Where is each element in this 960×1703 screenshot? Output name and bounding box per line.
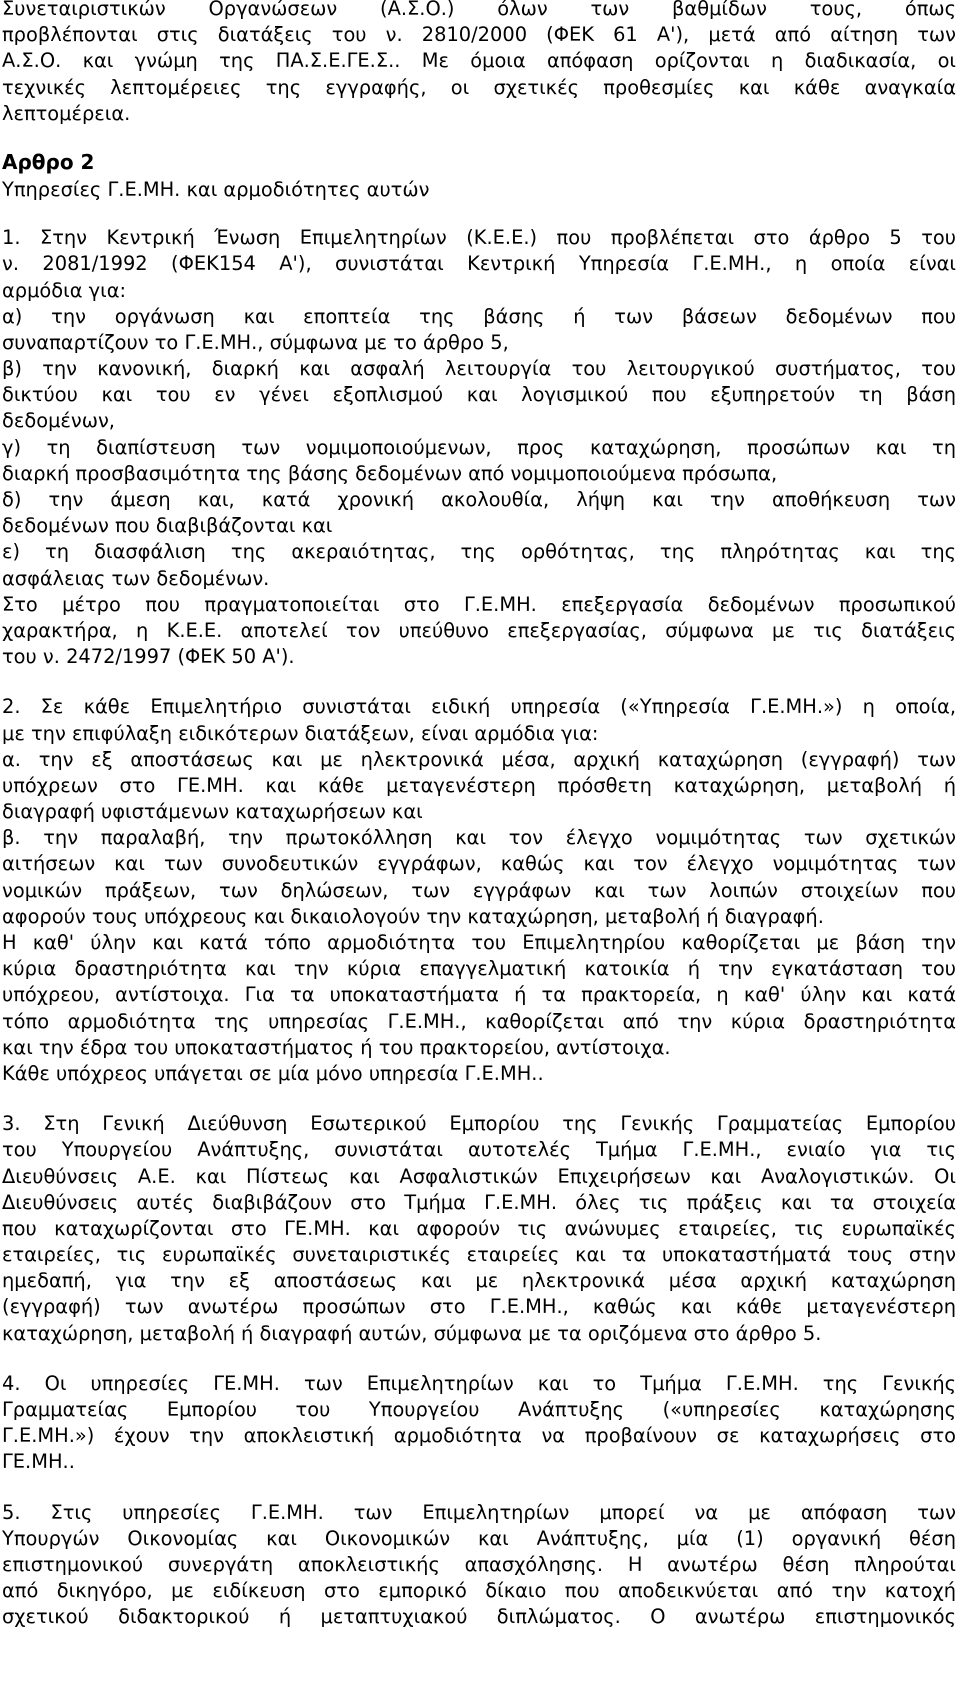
text-line: Διευθύνσεις αυτές διαβιβάζουν στο Τμήμα Γ.Ε.ΜΗ. όλες τις πράξεις και τα στοιχεία: [2, 1190, 956, 1214]
text-line: εταιρείες, τις ευρωπαϊκές συνεταιριστικές εταιρείες και τα υποκαταστήματά τους στην: [2, 1243, 956, 1267]
text-line: ε) τη διασφάλιση της ακεραιότητας, της ορθότητας, της πληρότητας και της: [2, 540, 956, 564]
section-1: [2, 225, 956, 670]
text-line: α. την εξ αποστάσεως και με ηλεκτρονικά μέσα, αρχική καταχώρηση (εγγραφή) των: [2, 747, 956, 771]
text-line: α) την οργάνωση και εποπτεία της βάσης ή των βάσεων δεδομένων που: [2, 304, 956, 328]
text-line: δεδομένων που διαβιβάζονται και: [2, 514, 333, 538]
text-line: λεπτομέρεια.: [2, 101, 131, 125]
section-4: [2, 1371, 956, 1476]
text-line: δεδομένων,: [2, 409, 115, 433]
text-line: του ν. 2472/1997 (ΦΕΚ 50 Α').: [2, 645, 295, 669]
spacer: [2, 1087, 956, 1111]
text-line: υπόχρεων στο ΓΕ.ΜΗ. και κάθε μεταγενέστερη πρόσθετη καταχώρηση, μεταβολή ή: [2, 773, 956, 797]
spacer: [2, 203, 956, 225]
text-line: 1. Στην Κεντρική Ένωση Επιμελητηρίων (Κ.Ε.Ε.) που προβλέπεται στο άρθρο 5 του: [2, 226, 956, 250]
text-line: γ) τη διαπίστευση των νομιμοποιούμενων, προς καταχώρηση, προσώπων και τη: [2, 435, 956, 459]
text-line: β. την παραλαβή, την πρωτοκόλληση και τον έλεγχο νομιμότητας των σχετικών: [2, 826, 956, 850]
text-line: από δικηγόρο, με ειδίκευση στο εμπορικό δίκαιο που αποδεικνύεται από την κατοχή: [2, 1579, 956, 1603]
text-line: Διευθύνσεις Α.Ε. και Πίστεως και Ασφαλιστικών Επιχειρήσεων και Αναλογιστικών. Οι: [2, 1164, 956, 1188]
text-line: δικτύου και του εν γένει εξοπλισμού και λογισμικού που εξυπηρετούν τη βάση: [2, 383, 956, 407]
text-line: του Υπουργείου Ανάπτυξης, συνιστάται αυτοτελές Τμήμα Γ.Ε.ΜΗ., ενιαίο για τις: [2, 1138, 956, 1162]
text-line: Κάθε υπόχρεος υπάγεται σε μία μόνο υπηρεσία Γ.Ε.ΜΗ..: [2, 1061, 544, 1085]
text-line: 4. Οι υπηρεσίες ΓΕ.ΜΗ. των Επιμελητηρίων και το Τμήμα Γ.Ε.ΜΗ. της Γενικής: [2, 1371, 956, 1395]
text-line: και την έδρα του υποκαταστήματος ή του πρακτορείου, αντίστοιχα.: [2, 1035, 671, 1059]
text-line: β) την κανονική, διαρκή και ασφαλή λειτουργία του λειτουργικού συστήματος, του: [2, 357, 956, 381]
text-line: 2. Σε κάθε Επιμελητήριο συνιστάται ειδική υπηρεσία («Υπηρεσία Γ.Ε.ΜΗ.») η οποία,: [2, 695, 956, 719]
text-line: (εγγραφή) των ανωτέρω προσώπων στο Γ.Ε.ΜΗ., καθώς και κάθε μεταγενέστερη: [2, 1295, 956, 1319]
section-5: [2, 1500, 956, 1631]
text-line: 3. Στη Γενική Διεύθυνση Εσωτερικού Εμπορίου της Γενικής Γραμματείας Εμπορίου: [2, 1112, 956, 1136]
text-line: δ) την άμεση και, κατά χρονική ακολουθία, λήψη και την αποθήκευση των: [2, 488, 956, 511]
text-line: διαγραφή υφιστάμενων καταχωρήσεων και: [2, 800, 423, 824]
section-2: [2, 694, 956, 1087]
text-line: Γ.Ε.ΜΗ.») έχουν την αποκλειστική αρμοδιότητα να προβαίνουν σε καταχωρήσεις στο: [2, 1424, 956, 1448]
text-line: τεχνικές λεπτομέρειες της εγγραφής, οι σχετικές προθεσμίες και κάθε αναγκαία: [2, 75, 956, 99]
text-line: με την επιφύλαξη ειδικότερων διατάξεων, είναι αρμόδια για:: [2, 721, 599, 745]
section-3: [2, 1111, 956, 1347]
text-line: διαρκή προσβασιμότητα της βάσης δεδομένων από νομιμοποιούμενα πρόσωπα,: [2, 461, 778, 485]
spacer: [2, 670, 956, 694]
text-line: υπόχρεου, αντίστοιχα. Για τα υποκαταστήματα ή τα πρακτορεία, η καθ' ύλην και κατά: [2, 983, 956, 1007]
text-line: προβλέπονται στις διατάξεις του ν. 2810/2000 (ΦΕΚ 61 Α'), μετά από αίτηση των: [2, 23, 956, 47]
text-line: Α.Σ.Ο. και γνώμη της ΠΑ.Σ.Ε.ΓΕ.Σ.. Με όμοια απόφαση ορίζονται η διαδικασία, οι: [2, 49, 956, 73]
text-line: Η καθ' ύλην και κατά τόπο αρμοδιότητα του Επιμελητηρίου καθορίζεται με βάση την: [2, 931, 956, 954]
text-line: 5. Στις υπηρεσίες Γ.Ε.ΜΗ. των Επιμελητηρίων μπορεί να με απόφαση των: [2, 1500, 956, 1524]
text-line: επιστημονικού συνεργάτη αποκλειστικής απασχόλησης. Η ανωτέρω θέση πληρούται: [2, 1552, 956, 1576]
text-line: Στο μέτρο που πραγματοποιείται στο Γ.Ε.ΜΗ. επεξεργασία δεδομένων προσωπικού: [2, 592, 956, 616]
text-line: Γραμματείας Εμπορίου του Υπουργείου Ανάπτυξης («υπηρεσίες καταχώρησης: [2, 1398, 956, 1421]
text-line: Συνεταιριστικών Οργανώσεων (Α.Σ.Ο.) όλων των βαθμίδων τους, όπως: [2, 0, 956, 20]
article-title: Αρθρο 2: [2, 149, 95, 174]
text-line: κύρια δραστηριότητα και την κύρια επαγγελματική κατοικία ή την εγκατάσταση του: [2, 957, 956, 981]
text-line: χαρακτήρα, η Κ.Ε.Ε. αποτελεί τον υπεύθυνο επεξεργασίας, σύμφωνα με τις διατάξεις: [2, 618, 956, 642]
text-line: καταχώρηση, μεταβολή ή διαγραφή αυτών, σύμφωνα με τα οριζόμενα στο άρθρο 5.: [2, 1321, 822, 1345]
text-line: συναπαρτίζουν το Γ.Ε.ΜΗ., σύμφωνα με το άρθρο 5,: [2, 330, 509, 354]
text-line: ΓΕ.ΜΗ..: [2, 1450, 75, 1474]
intro-paragraph: [2, 0, 956, 127]
text-line: αιτήσεων και των συνοδευτικών εγγράφων, καθώς και τον έλεγχο νομιμότητας των: [2, 852, 956, 876]
text-line: Υπουργών Οικονομίας και Οικονομικών και Ανάπτυξης, μία (1) οργανική θέση: [2, 1526, 956, 1550]
text-line: ν. 2081/1992 (ΦΕΚ154 Α'), συνιστάται Κεντρική Υπηρεσία Γ.Ε.ΜΗ., η οποία είναι: [2, 252, 956, 276]
text-line: που καταχωρίζονται στο ΓΕ.ΜΗ. και αφορούν τις ανώνυμες εταιρείες, τις ευρωπαϊκές: [2, 1216, 956, 1240]
text-line: νομικών πράξεων, των δηλώσεων, των εγγράφων και των λοιπών στοιχείων που: [2, 878, 956, 902]
text-line: ημεδαπή, για την εξ αποστάσεως και με ηλεκτρονικά μέσα αρχική καταχώρηση: [2, 1269, 956, 1293]
spacer: [2, 1476, 956, 1500]
article-subtitle: Υπηρεσίες Γ.Ε.ΜΗ. και αρμοδιότητες αυτών: [2, 177, 430, 201]
text-line: αφορούν τους υπόχρεους και δικαιολογούν την καταχώρηση, μεταβολή ή διαγραφή.: [2, 904, 824, 928]
text-line: αρμόδια για:: [2, 278, 127, 302]
spacer: [2, 1347, 956, 1371]
text-line: τόπο αρμοδιότητα της υπηρεσίας Γ.Ε.ΜΗ., καθορίζεται από την κύρια δραστηριότητα: [2, 1009, 956, 1033]
text-line: ασφάλειας των δεδομένων.: [2, 566, 270, 590]
text-line: σχετικού διδακτορικού ή μεταπτυχιακού διπλώματος. Ο ανωτέρω επιστημονικός: [2, 1605, 956, 1629]
